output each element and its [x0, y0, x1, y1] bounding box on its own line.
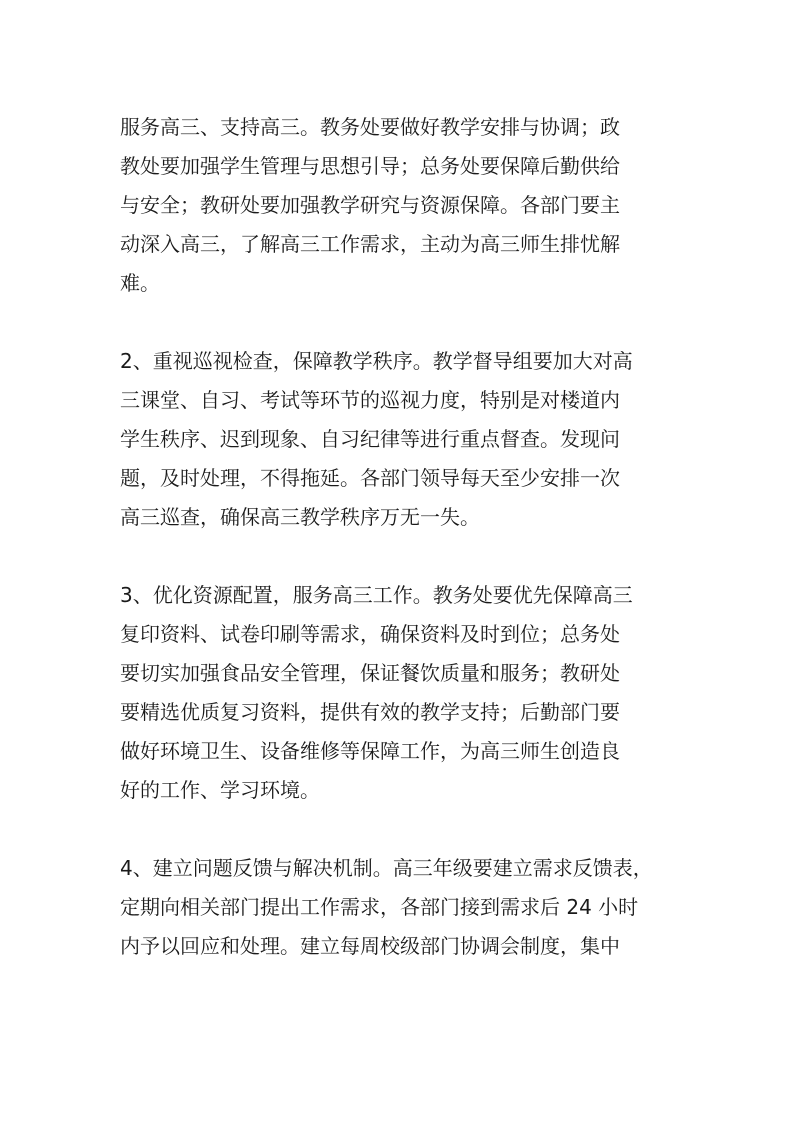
text-line: 3、优化资源配置，服务高三工作。教务处要优先保障高三	[120, 583, 633, 607]
text-line: 动深入高三，了解高三工作需求，主动为高三师生排忧解	[120, 232, 620, 256]
paragraph-spacer	[120, 810, 700, 849]
paragraph-4	[120, 849, 700, 966]
text-line: 三课堂、自习、考试等环节的巡视力度，特别是对楼道内	[120, 388, 620, 412]
paragraph-spacer	[120, 537, 700, 576]
text-line: 要精选优质复习资料，提供有效的教学支持；后勤部门要	[120, 700, 620, 724]
text-line: 与安全；教研处要加强教学研究与资源保障。各部门要主	[120, 193, 620, 217]
document-page	[120, 108, 700, 966]
text-line: 题，及时处理，不得拖延。各部门领导每天至少安排一次	[120, 466, 620, 490]
text-line: 要切实加强食品安全管理，保证餐饮质量和服务；教研处	[120, 661, 620, 685]
text-line: 复印资料、试卷印刷等需求，确保资料及时到位；总务处	[120, 622, 620, 646]
text-line: 定期向相关部门提出工作需求，各部门接到需求后 24 小时	[120, 895, 639, 919]
text-line: 难。	[120, 271, 160, 295]
text-line: 高三巡查，确保高三教学秩序万无一失。	[120, 505, 480, 529]
text-line: 好的工作、学习环境。	[120, 778, 320, 802]
paragraph-2	[120, 342, 700, 537]
paragraph-3	[120, 576, 700, 810]
text-line: 做好环境卫生、设备维修等保障工作，为高三师生创造良	[120, 739, 620, 763]
text-line: 4、建立问题反馈与解决机制。高三年级要建立需求反馈表，	[120, 856, 653, 880]
text-line: 2、重视巡视检查，保障教学秩序。教学督导组要加大对高	[120, 349, 633, 373]
text-line: 学生秩序、迟到现象、自习纪律等进行重点督查。发现问	[120, 427, 620, 451]
text-line: 教处要加强学生管理与思想引导；总务处要保障后勤供给	[120, 154, 620, 178]
paragraph-1	[120, 108, 700, 303]
text-line: 内予以回应和处理。建立每周校级部门协调会制度，集中	[120, 934, 620, 958]
paragraph-spacer	[120, 303, 700, 342]
text-line: 服务高三、支持高三。教务处要做好教学安排与协调；政	[120, 115, 620, 139]
